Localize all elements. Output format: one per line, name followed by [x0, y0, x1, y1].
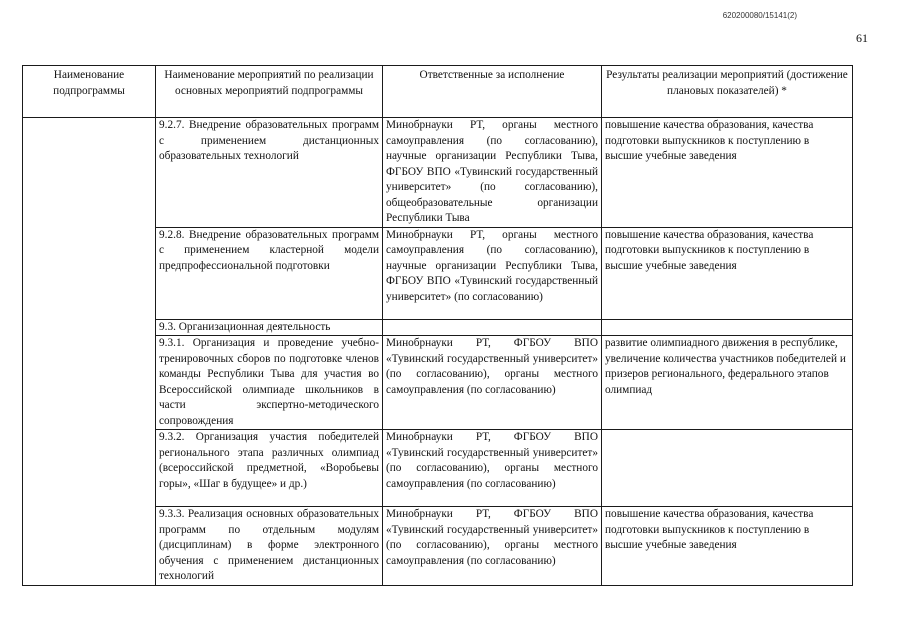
result-cell: повышение качества образования, качества подготовки выпускников к поступлению в высшие учебные заведения: [602, 118, 853, 228]
responsible-cell: Минобрнауки РТ, органы местного самоуправления (по согласованию), научные организации Республики Тыва, ФГБОУ ВПО «Тувинский государственный университет» (по согласованию): [383, 227, 602, 319]
result-cell: развитие олимпиадного движения в республике, увеличение количества участников победителей и призеров регионального, федерального этапов олимпиад: [602, 336, 853, 430]
measure-cell: 9.3.1. Организация и проведение учебно-тренировочных сборов по подготовке членов команды Республики Тыва для участия во Всероссийской олимпиаде школьников в части экспертно-методического сопровождения: [156, 336, 383, 430]
measure-cell: 9.2.7. Внедрение образовательных программ с применением дистанционных образовательных технологий: [156, 118, 383, 228]
section-title-cell: 9.3. Организационная деятельность: [156, 319, 383, 336]
subprogram-cell: [23, 118, 156, 586]
responsible-cell: Минобрнауки РТ, ФГБОУ ВПО «Тувинский государственный университет» (по согласованию), органы местного самоуправления (по согласованию): [383, 430, 602, 507]
measure-cell: 9.2.8. Внедрение образовательных программ с применением кластерной модели предпрофессиональной подготовки: [156, 227, 383, 319]
responsible-cell: Минобрнауки РТ, ФГБОУ ВПО «Тувинский государственный университет» (по согласованию), органы местного самоуправления (по согласованию): [383, 336, 602, 430]
page-number: 61: [856, 31, 868, 45]
column-header-subprogram: Наименование подпрограммы: [23, 66, 156, 118]
result-cell: [602, 319, 853, 336]
responsible-cell: Минобрнауки РТ, органы местного самоуправления (по согласованию), научные организации Республики Тыва, ФГБОУ ВПО «Тувинский государственный университет» (по согласованию), общеобразовательные организации Республики Тыва: [383, 118, 602, 228]
column-header-measure: Наименование мероприятий по реализации основных мероприятий подпрограммы: [156, 66, 383, 118]
result-cell: повышение качества образования, качества подготовки выпускников к поступлению в высшие учебные заведения: [602, 507, 853, 586]
column-header-results: Результаты реализации мероприятий (достижение плановых показателей) *: [602, 66, 853, 118]
result-cell: повышение качества образования, качества подготовки выпускников к поступлению в высшие учебные заведения: [602, 227, 853, 319]
table-row: [23, 118, 853, 228]
responsible-cell: [383, 319, 602, 336]
measure-cell: 9.3.3. Реализация основных образовательных программ по отдельным модулям (дисциплинам) в форме электронного обучения с применением дистанционных технологий: [156, 507, 383, 586]
responsible-cell: Минобрнауки РТ, ФГБОУ ВПО «Тувинский государственный университет» (по согласованию), органы местного самоуправления (по согласованию): [383, 507, 602, 586]
document-code: 620200080/15141(2): [722, 11, 797, 20]
result-cell: [602, 430, 853, 507]
measure-cell: 9.3.2. Организация участия победителей регионального этапа различных олимпиад (всероссийской предметной, «Воробьевы горы», «Шаг в будущее» и др.): [156, 430, 383, 507]
measures-table: [22, 65, 853, 586]
table-header-row: [23, 66, 853, 118]
column-header-responsible: Ответственные за исполнение: [383, 66, 602, 118]
